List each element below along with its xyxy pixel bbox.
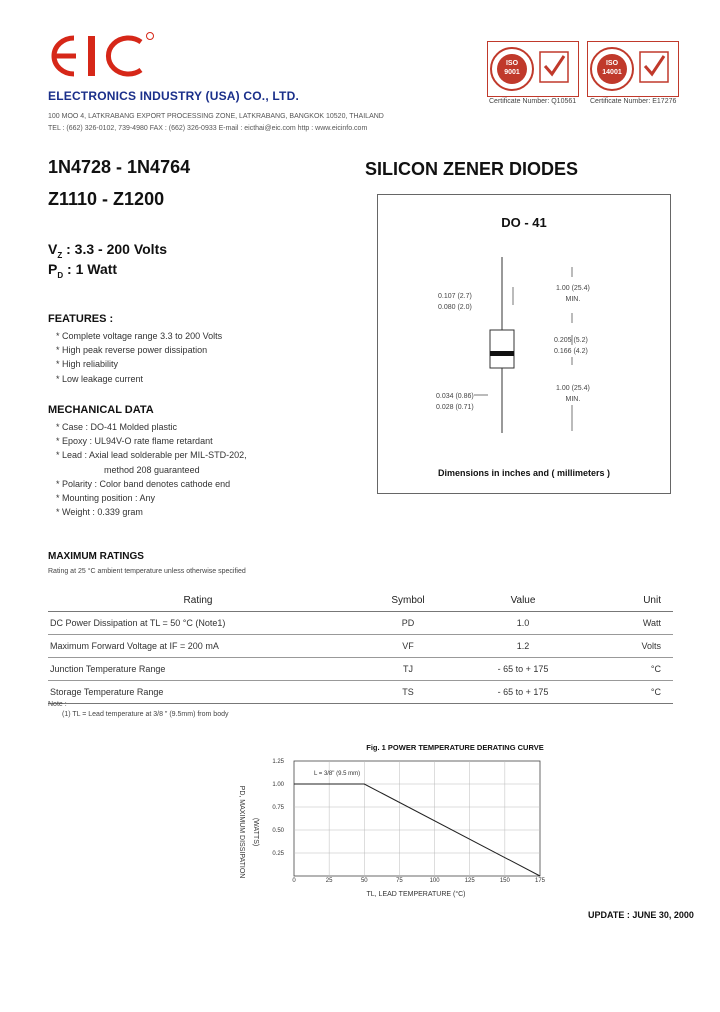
address-line-2: TEL : (662) 326-0102, 739-4980 FAX : (662) 326-0933 E-mail : eicthai@eic.com http : www.eicinfo.com — [48, 125, 368, 132]
iso9001-num-text: 9001 — [504, 69, 520, 76]
feature-item: * Low leakage current — [56, 373, 144, 384]
eic-logo — [46, 30, 156, 80]
feature-item: * Complete voltage range 3.3 to 200 Volts — [56, 331, 223, 341]
update-date: UPDATE : JUNE 30, 2000 — [588, 910, 694, 920]
dim-lead-length-min: MIN. — [565, 296, 581, 303]
x-tick-label: 150 — [499, 878, 510, 884]
x-tick-label: 175 — [534, 878, 546, 884]
table-row — [48, 612, 673, 635]
dimensions-caption: Dimensions in inches and ( millimeters ) — [437, 468, 611, 478]
dim-lead-length-2-min: MIN. — [565, 396, 581, 403]
unit-cell: °C — [578, 681, 673, 704]
cert2-number: Certificate Number: E17276 — [590, 98, 677, 105]
value-cell: - 65 to + 175 — [468, 681, 578, 704]
ratings-heading: MAXIMUM RATINGS — [48, 551, 144, 562]
feature-item: * High peak reverse power dissipation — [56, 345, 208, 356]
y-tick-label: 1.25 — [272, 759, 284, 765]
company-name: ELECTRONICS INDUSTRY (USA) CO., LTD. — [48, 89, 299, 103]
ratings-table — [48, 590, 673, 704]
unit-cell: °C — [578, 658, 673, 681]
note-text: (1) TL = Lead temperature at 3/8 " (9.5mm) from body — [62, 711, 229, 718]
col-value: Value — [468, 590, 578, 612]
dim-lead-length: 1.00 (25.4) — [556, 285, 590, 292]
iso9001-iso-text: ISO — [505, 60, 519, 67]
package-drawing — [377, 194, 671, 494]
y-axis-label-2: (WATTS) — [252, 817, 259, 847]
note-label: Note : — [48, 701, 67, 708]
y-tick-label: 1.00 — [272, 782, 284, 788]
rating-cell: Junction Temperature Range — [48, 658, 348, 681]
chart-annotation: L = 3/8" (9.5 mm) — [314, 771, 361, 777]
x-tick-label: 75 — [396, 878, 403, 884]
mech-item: * Lead : Axial lead solderable per MIL-STD-202, — [56, 450, 247, 461]
col-unit: Unit — [578, 590, 673, 612]
dim-lead-dia-max: 0.107 (2.7) — [438, 293, 472, 300]
mechanical-list — [56, 420, 247, 519]
rating-cell: Maximum Forward Voltage at IF = 200 mA — [48, 635, 348, 658]
part-range-2: Z1110 - Z1200 — [48, 189, 165, 209]
table-row — [48, 635, 673, 658]
y-tick-label: 0.25 — [272, 851, 284, 857]
table-header-row — [48, 590, 673, 612]
x-tick-label: 125 — [464, 878, 475, 884]
product-title: SILICON ZENER DIODES — [365, 159, 579, 179]
feature-item: * High reliability — [56, 359, 119, 370]
col-symbol: Symbol — [348, 590, 468, 612]
mech-item: * Epoxy : UL94V-O rate flame retardant — [56, 436, 213, 447]
iso14001-iso-text: ISO — [605, 60, 619, 67]
x-tick-label: 50 — [360, 878, 368, 884]
mech-item: method 208 guaranteed — [104, 464, 200, 475]
dim-lead-length-2: 1.00 (25.4) — [556, 385, 590, 392]
y-tick-label: 0.50 — [272, 828, 284, 834]
features-list — [56, 329, 222, 386]
cert1-number: Certificate Number: Q10561 — [489, 98, 577, 105]
rating-cell: Storage Temperature Range — [48, 681, 348, 704]
dim-body-length-min: 0.166 (4.2) — [554, 348, 588, 355]
value-cell: 1.2 — [468, 635, 578, 658]
part-range-1: 1N4728 - 1N4764 — [48, 157, 191, 177]
unit-cell: Volts — [578, 635, 673, 658]
col-rating: Rating — [48, 590, 348, 612]
x-axis-label: TL, LEAD TEMPERATURE (°C) — [366, 891, 466, 898]
plot-frame — [294, 761, 540, 876]
chart-title: Fig. 1 POWER TEMPERATURE DERATING CURVE — [366, 743, 544, 752]
dim-body-dia-max: 0.034 (0.86) — [436, 393, 474, 400]
diode-outline — [378, 195, 670, 493]
rating-cell: DC Power Dissipation at TL = 50 °C (Note1) — [48, 612, 348, 635]
iso9001-badge — [487, 41, 579, 97]
symbol-cell: TJ — [348, 658, 468, 681]
dim-body-dia-min: 0.028 (0.71) — [436, 404, 474, 411]
x-tick-label: 100 — [429, 878, 440, 884]
y-axis-label: PD, MAXIMUM DISSIPATION — [238, 785, 245, 879]
mech-item: * Case : DO-41 Molded plastic — [56, 422, 178, 432]
address-line-1: 100 MOO 4, LATKRABANG EXPORT PROCESSING ZONE, LATKRABANG, BANGKOK 10520, THAILAND — [48, 113, 384, 120]
x-tick-label: 0 — [292, 878, 296, 884]
features-heading: FEATURES : — [48, 313, 114, 325]
symbol-cell: TS — [348, 681, 468, 704]
mech-item: * Polarity : Color band denotes cathode end — [56, 478, 231, 489]
dim-body-length-max: 0.205 (5.2) — [554, 337, 588, 344]
derating-chart — [228, 752, 568, 902]
iso14001-num-text: 14001 — [602, 69, 622, 76]
mech-item: * Mounting position : Any — [56, 493, 156, 504]
iso14001-badge — [587, 41, 679, 97]
value-cell: 1.0 — [468, 612, 578, 635]
y-tick-label: 0.75 — [272, 805, 284, 811]
vz-spec: $V_Z$ : 3.3 - 200 Volts — [48, 241, 168, 260]
dim-lead-dia-min: 0.080 (2.0) — [438, 304, 472, 311]
value-cell: - 65 to + 175 — [468, 658, 578, 681]
x-tick-label: 25 — [325, 878, 333, 884]
table-row — [48, 681, 673, 704]
package-name: DO - 41 — [501, 215, 547, 230]
ratings-subheading: Rating at 25 °C ambient temperature unless otherwise specified — [48, 568, 246, 575]
symbol-cell: PD — [348, 612, 468, 635]
pd-spec: $P_D$ : 1 Watt — [48, 261, 118, 280]
symbol-cell: VF — [348, 635, 468, 658]
table-row — [48, 658, 673, 681]
mech-item: * Weight : 0.339 gram — [56, 507, 143, 518]
unit-cell: Watt — [578, 612, 673, 635]
mechanical-heading: MECHANICAL DATA — [48, 404, 154, 416]
